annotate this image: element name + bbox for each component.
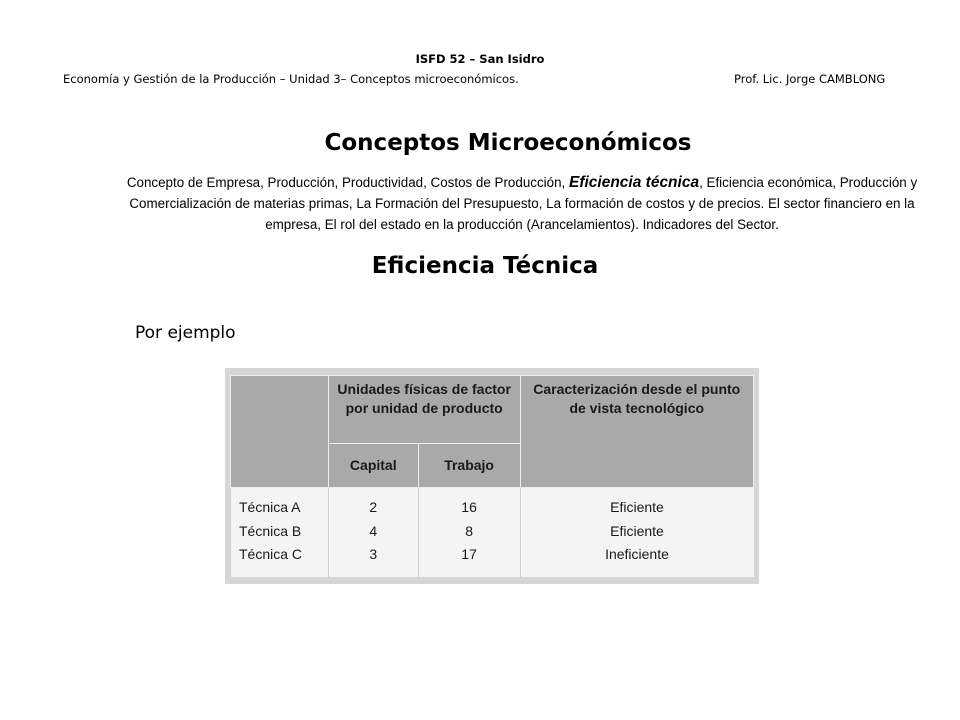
cell-trabajo: 8: [418, 520, 520, 544]
cell-characterization: Ineficiente: [520, 543, 754, 577]
section-title: Eficiencia Técnica: [371, 253, 599, 279]
cell-characterization: Eficiente: [520, 488, 754, 520]
header-professor: Prof. Lic. Jorge CAMBLONG: [734, 72, 886, 86]
cell-capital: 3: [328, 543, 418, 577]
table-image: [225, 368, 759, 584]
table-row: [231, 543, 754, 577]
cell-trabajo: 17: [418, 543, 520, 577]
table-row: [231, 520, 754, 544]
header-capital: Capital: [328, 444, 418, 488]
row-label: Técnica A: [231, 488, 329, 520]
row-label: Técnica B: [231, 520, 329, 544]
example-label: Por ejemplo: [135, 323, 236, 343]
cell-trabajo: 16: [418, 488, 520, 520]
topics-text-before: Concepto de Empresa, Producción, Productividad, Costos de Producción,: [126, 175, 569, 190]
header-units: Unidades físicas de factor por unidad de producto: [328, 376, 520, 444]
corner-cell: [231, 376, 329, 488]
topics-highlight: Eficiencia técnica: [568, 174, 700, 191]
topics-paragraph: [108, 172, 936, 235]
efficiency-table: [230, 375, 754, 577]
page-title: Conceptos Microeconómicos: [324, 130, 692, 156]
row-label: Técnica C: [231, 543, 329, 577]
header-characterization: Caracterización desde el punto de vista tecnológico: [520, 376, 754, 488]
header-trabajo: Trabajo: [418, 444, 520, 488]
header-institution: ISFD 52 – San Isidro: [415, 52, 545, 66]
cell-capital: 2: [328, 488, 418, 520]
header-course: Economía y Gestión de la Producción – Unidad 3– Conceptos microeconómicos.: [63, 72, 519, 86]
cell-capital: 4: [328, 520, 418, 544]
cell-characterization: Eficiente: [520, 520, 754, 544]
topics-text-after: , Eficiencia económica, Producción y Comercialización de materias primas, La Formación del Presupuesto, La formación de costos y de precios. El sector financiero en la empresa, El rol del estado en la producción (Arancelamientos). Indicadores del Sector.: [129, 175, 918, 232]
table-row: [231, 488, 754, 520]
